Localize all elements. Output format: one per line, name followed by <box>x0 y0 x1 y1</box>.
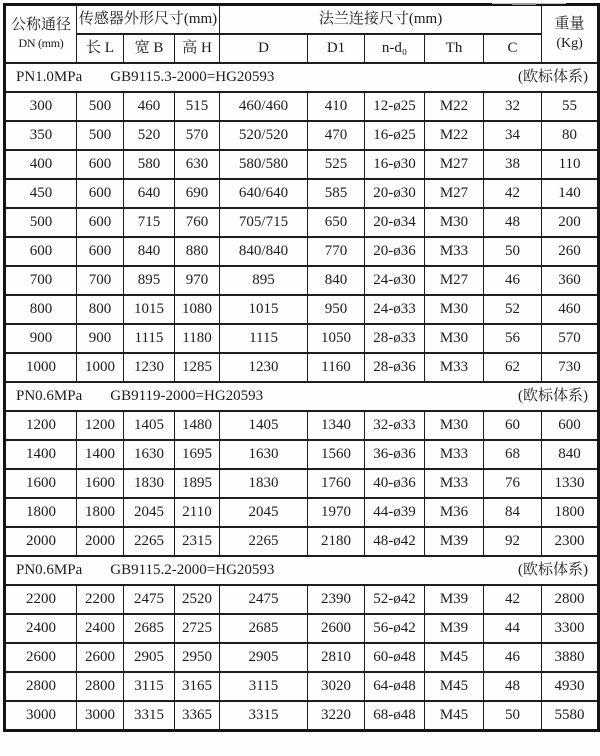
cell-d: 2905 <box>220 643 308 672</box>
cell-n-d0: 24-ø33 <box>365 295 425 324</box>
cell-th: M39 <box>425 585 484 614</box>
cell-th: M33 <box>425 440 484 469</box>
spec-data-row <box>5 121 599 150</box>
cell-length-l: 2400 <box>77 614 124 643</box>
cell-th: M39 <box>425 614 484 643</box>
cell-length-l: 1000 <box>77 353 124 382</box>
cell-length-l: 2600 <box>77 643 124 672</box>
cell-weight: 55 <box>542 92 599 121</box>
cell-dn: 2600 <box>5 643 77 672</box>
cell-n-d0: 52-ø42 <box>365 585 425 614</box>
header-nominal-diameter-unit: DN (mm) <box>18 35 64 50</box>
cell-d1: 3020 <box>308 672 365 701</box>
cell-weight: 260 <box>542 237 599 266</box>
cell-d1: 950 <box>308 295 365 324</box>
pressure-rating-label: PN0.6MPa <box>16 561 83 578</box>
cell-c: 48 <box>484 208 542 237</box>
cell-c: 34 <box>484 121 542 150</box>
scan-crop-artifact-dash <box>512 3 536 5</box>
cell-c: 46 <box>484 266 542 295</box>
section-header-cell <box>5 63 599 92</box>
spec-data-row <box>5 237 599 266</box>
cell-n-d0: 44-ø39 <box>365 498 425 527</box>
cell-height-h: 1480 <box>175 411 220 440</box>
cell-n-d0: 12-ø25 <box>365 92 425 121</box>
cell-weight: 3300 <box>542 614 599 643</box>
header-width-b: 宽 B <box>124 34 175 63</box>
section-header-cell <box>5 556 599 585</box>
cell-height-h: 2110 <box>175 498 220 527</box>
cell-d1: 470 <box>308 121 365 150</box>
cell-d1: 1160 <box>308 353 365 382</box>
cell-th: M22 <box>425 92 484 121</box>
cell-c: 56 <box>484 324 542 353</box>
cell-width-b: 520 <box>124 121 175 150</box>
section-header-cell <box>5 382 599 411</box>
standard-code-label: GB9119-2000=HG20593 <box>110 387 264 404</box>
cell-dn: 600 <box>5 237 77 266</box>
cell-th: M27 <box>425 150 484 179</box>
cell-c: 38 <box>484 150 542 179</box>
spec-data-row <box>5 208 599 237</box>
cell-th: M45 <box>425 672 484 701</box>
cell-c: 60 <box>484 411 542 440</box>
cell-weight: 1800 <box>542 498 599 527</box>
cell-dn: 350 <box>5 121 77 150</box>
cell-n-d0: 32-ø33 <box>365 411 425 440</box>
standard-system-note: (欧标体系) <box>518 561 589 578</box>
cell-d1: 1970 <box>308 498 365 527</box>
cell-c: 44 <box>484 614 542 643</box>
spec-data-row <box>5 150 599 179</box>
cell-dn: 2800 <box>5 672 77 701</box>
cell-d: 2685 <box>220 614 308 643</box>
cell-n-d0: 20-ø30 <box>365 179 425 208</box>
cell-length-l: 2000 <box>77 527 124 556</box>
cell-d: 2265 <box>220 527 308 556</box>
spec-data-row <box>5 498 599 527</box>
cell-dn: 400 <box>5 150 77 179</box>
cell-dn: 2200 <box>5 585 77 614</box>
cell-c: 48 <box>484 672 542 701</box>
cell-height-h: 1695 <box>175 440 220 469</box>
spec-data-row <box>5 295 599 324</box>
cell-n-d0: 20-ø36 <box>365 237 425 266</box>
cell-th: M39 <box>425 527 484 556</box>
pressure-rating-label: PN0.6MPa <box>16 387 83 404</box>
cell-dn: 700 <box>5 266 77 295</box>
cell-th: M30 <box>425 411 484 440</box>
cell-d1: 770 <box>308 237 365 266</box>
cell-width-b: 2475 <box>124 585 175 614</box>
cell-th: M36 <box>425 498 484 527</box>
spec-data-row <box>5 469 599 498</box>
cell-th: M45 <box>425 643 484 672</box>
cell-weight: 5580 <box>542 701 599 731</box>
header-row-groups <box>5 5 599 35</box>
header-th: Th <box>425 34 484 63</box>
cell-c: 46 <box>484 643 542 672</box>
header-nominal-diameter <box>5 5 77 64</box>
cell-width-b: 715 <box>124 208 175 237</box>
standard-code-label: GB9115.2-2000=HG20593 <box>110 561 275 578</box>
cell-width-b: 1830 <box>124 469 175 498</box>
standard-system-note: (欧标体系) <box>518 387 589 404</box>
cell-length-l: 2200 <box>77 585 124 614</box>
cell-height-h: 880 <box>175 237 220 266</box>
cell-length-l: 800 <box>77 295 124 324</box>
header-c: C <box>484 34 542 63</box>
header-d: D <box>220 34 308 63</box>
cell-d1: 2180 <box>308 527 365 556</box>
scanned-spec-sheet <box>0 3 600 756</box>
cell-weight: 200 <box>542 208 599 237</box>
cell-width-b: 895 <box>124 266 175 295</box>
cell-width-b: 580 <box>124 150 175 179</box>
cell-length-l: 1800 <box>77 498 124 527</box>
cell-c: 42 <box>484 585 542 614</box>
cell-height-h: 970 <box>175 266 220 295</box>
cell-d1: 2810 <box>308 643 365 672</box>
cell-th: M22 <box>425 121 484 150</box>
cell-width-b: 2045 <box>124 498 175 527</box>
cell-height-h: 760 <box>175 208 220 237</box>
cell-d: 1405 <box>220 411 308 440</box>
cell-th: M30 <box>425 295 484 324</box>
cell-d: 460/460 <box>220 92 308 121</box>
spec-table-body <box>5 63 599 731</box>
cell-width-b: 1405 <box>124 411 175 440</box>
cell-height-h: 1180 <box>175 324 220 353</box>
cell-d: 640/640 <box>220 179 308 208</box>
cell-n-d0: 56-ø42 <box>365 614 425 643</box>
cell-th: M45 <box>425 701 484 731</box>
header-nominal-diameter-cn: 公称通径 <box>10 17 71 34</box>
cell-d: 3315 <box>220 701 308 731</box>
section-header-row <box>5 382 599 411</box>
cell-weight: 110 <box>542 150 599 179</box>
cell-weight: 460 <box>542 295 599 324</box>
cell-d1: 840 <box>308 266 365 295</box>
cell-height-h: 630 <box>175 150 220 179</box>
cell-n-d0: 64-ø48 <box>365 672 425 701</box>
header-d1: D1 <box>308 34 365 63</box>
pressure-rating-label: PN1.0MPa <box>16 68 83 85</box>
cell-d: 1230 <box>220 353 308 382</box>
cell-length-l: 700 <box>77 266 124 295</box>
cell-weight: 4930 <box>542 672 599 701</box>
cell-dn: 300 <box>5 92 77 121</box>
cell-d: 1015 <box>220 295 308 324</box>
spec-data-row <box>5 266 599 295</box>
cell-dn: 500 <box>5 208 77 237</box>
cell-height-h: 690 <box>175 179 220 208</box>
spec-data-row <box>5 643 599 672</box>
spec-data-row <box>5 701 599 731</box>
cell-d1: 3220 <box>308 701 365 731</box>
cell-width-b: 640 <box>124 179 175 208</box>
cell-c: 32 <box>484 92 542 121</box>
cell-width-b: 3115 <box>124 672 175 701</box>
cell-length-l: 1600 <box>77 469 124 498</box>
cell-weight: 840 <box>542 440 599 469</box>
cell-height-h: 1895 <box>175 469 220 498</box>
dimension-spec-table <box>3 3 600 732</box>
cell-d1: 2600 <box>308 614 365 643</box>
section-header-content <box>6 388 597 405</box>
cell-weight: 360 <box>542 266 599 295</box>
cell-width-b: 460 <box>124 92 175 121</box>
cell-n-d0: 28-ø36 <box>365 353 425 382</box>
cell-dn: 1000 <box>5 353 77 382</box>
cell-dn: 2000 <box>5 527 77 556</box>
cell-height-h: 515 <box>175 92 220 121</box>
cell-length-l: 3000 <box>77 701 124 731</box>
cell-length-l: 1400 <box>77 440 124 469</box>
cell-height-h: 3165 <box>175 672 220 701</box>
cell-n-d0: 24-ø30 <box>365 266 425 295</box>
cell-d1: 2390 <box>308 585 365 614</box>
cell-n-d0: 40-ø36 <box>365 469 425 498</box>
cell-c: 68 <box>484 440 542 469</box>
cell-weight: 570 <box>542 324 599 353</box>
cell-dn: 1200 <box>5 411 77 440</box>
cell-d1: 1760 <box>308 469 365 498</box>
cell-height-h: 3365 <box>175 701 220 731</box>
cell-weight: 730 <box>542 353 599 382</box>
cell-weight: 3880 <box>542 643 599 672</box>
cell-d1: 525 <box>308 150 365 179</box>
cell-width-b: 3315 <box>124 701 175 731</box>
cell-c: 76 <box>484 469 542 498</box>
cell-n-d0: 36-ø36 <box>365 440 425 469</box>
cell-width-b: 2685 <box>124 614 175 643</box>
cell-d1: 1050 <box>308 324 365 353</box>
standard-code-label: GB9115.3-2000=HG20593 <box>110 68 275 85</box>
cell-d1: 410 <box>308 92 365 121</box>
cell-weight: 140 <box>542 179 599 208</box>
cell-d: 580/580 <box>220 150 308 179</box>
standard-system-note: (欧标体系) <box>518 68 589 85</box>
cell-d: 2475 <box>220 585 308 614</box>
cell-d: 840/840 <box>220 237 308 266</box>
spec-data-row <box>5 527 599 556</box>
section-header-content <box>6 562 597 579</box>
cell-d: 520/520 <box>220 121 308 150</box>
cell-height-h: 2725 <box>175 614 220 643</box>
header-height-h: 高 H <box>175 34 220 63</box>
cell-weight: 80 <box>542 121 599 150</box>
cell-dn: 450 <box>5 179 77 208</box>
cell-c: 50 <box>484 237 542 266</box>
cell-height-h: 570 <box>175 121 220 150</box>
cell-weight: 600 <box>542 411 599 440</box>
header-row-subcolumns <box>5 34 599 63</box>
cell-th: M27 <box>425 179 484 208</box>
cell-th: M30 <box>425 208 484 237</box>
cell-n-d0: 68-ø48 <box>365 701 425 731</box>
cell-th: M30 <box>425 324 484 353</box>
cell-d1: 650 <box>308 208 365 237</box>
cell-width-b: 1230 <box>124 353 175 382</box>
cell-height-h: 2520 <box>175 585 220 614</box>
cell-d: 2045 <box>220 498 308 527</box>
cell-n-d0: 28-ø33 <box>365 324 425 353</box>
cell-c: 42 <box>484 179 542 208</box>
cell-height-h: 2315 <box>175 527 220 556</box>
cell-dn: 900 <box>5 324 77 353</box>
cell-th: M27 <box>425 266 484 295</box>
cell-dn: 800 <box>5 295 77 324</box>
cell-d1: 1340 <box>308 411 365 440</box>
spec-data-row <box>5 92 599 121</box>
section-header-row <box>5 556 599 585</box>
cell-height-h: 1080 <box>175 295 220 324</box>
cell-d1: 585 <box>308 179 365 208</box>
cell-length-l: 2800 <box>77 672 124 701</box>
cell-c: 52 <box>484 295 542 324</box>
section-header-row <box>5 63 599 92</box>
cell-d: 3115 <box>220 672 308 701</box>
cell-d1: 1560 <box>308 440 365 469</box>
cell-d: 705/715 <box>220 208 308 237</box>
cell-dn: 1800 <box>5 498 77 527</box>
spec-data-row <box>5 353 599 382</box>
cell-n-d0: 16-ø30 <box>365 150 425 179</box>
cell-width-b: 840 <box>124 237 175 266</box>
header-flange-connection-group: 法兰连接尺寸(mm) <box>220 5 542 35</box>
cell-height-h: 1285 <box>175 353 220 382</box>
cell-c: 92 <box>484 527 542 556</box>
header-length-l: 长 L <box>77 34 124 63</box>
spec-data-row <box>5 324 599 353</box>
cell-dn: 1400 <box>5 440 77 469</box>
cell-weight: 2800 <box>542 585 599 614</box>
cell-c: 50 <box>484 701 542 731</box>
cell-length-l: 1200 <box>77 411 124 440</box>
spec-data-row <box>5 440 599 469</box>
cell-n-d0: 60-ø48 <box>365 643 425 672</box>
cell-width-b: 2905 <box>124 643 175 672</box>
cell-c: 62 <box>484 353 542 382</box>
cell-length-l: 600 <box>77 150 124 179</box>
cell-d: 1830 <box>220 469 308 498</box>
section-header-content <box>6 69 597 86</box>
cell-length-l: 600 <box>77 237 124 266</box>
cell-length-l: 900 <box>77 324 124 353</box>
cell-dn: 3000 <box>5 701 77 731</box>
header-weight-cn: 重量 <box>554 16 585 33</box>
cell-th: M33 <box>425 237 484 266</box>
cell-weight: 2300 <box>542 527 599 556</box>
header-weight <box>542 5 599 64</box>
cell-n-d0: 20-ø34 <box>365 208 425 237</box>
spec-data-row <box>5 585 599 614</box>
spec-data-row <box>5 614 599 643</box>
cell-n-d0: 16-ø25 <box>365 121 425 150</box>
cell-d: 1630 <box>220 440 308 469</box>
cell-length-l: 500 <box>77 121 124 150</box>
cell-th: M33 <box>425 469 484 498</box>
spec-data-row <box>5 179 599 208</box>
cell-c: 84 <box>484 498 542 527</box>
cell-length-l: 600 <box>77 179 124 208</box>
cell-dn: 2400 <box>5 614 77 643</box>
cell-th: M33 <box>425 353 484 382</box>
cell-height-h: 2950 <box>175 643 220 672</box>
cell-d: 1115 <box>220 324 308 353</box>
spec-data-row <box>5 411 599 440</box>
header-sensor-dimensions-group: 传感器外形尺寸(mm) <box>77 5 220 35</box>
cell-width-b: 2265 <box>124 527 175 556</box>
cell-width-b: 1630 <box>124 440 175 469</box>
cell-dn: 1600 <box>5 469 77 498</box>
cell-d: 895 <box>220 266 308 295</box>
cell-length-l: 500 <box>77 92 124 121</box>
header-n-d0: n-d₀ <box>365 34 425 63</box>
cell-n-d0: 48-ø42 <box>365 527 425 556</box>
cell-width-b: 1115 <box>124 324 175 353</box>
cell-length-l: 600 <box>77 208 124 237</box>
cell-weight: 1330 <box>542 469 599 498</box>
cell-width-b: 1015 <box>124 295 175 324</box>
header-weight-unit: (Kg) <box>556 35 583 51</box>
spec-data-row <box>5 672 599 701</box>
